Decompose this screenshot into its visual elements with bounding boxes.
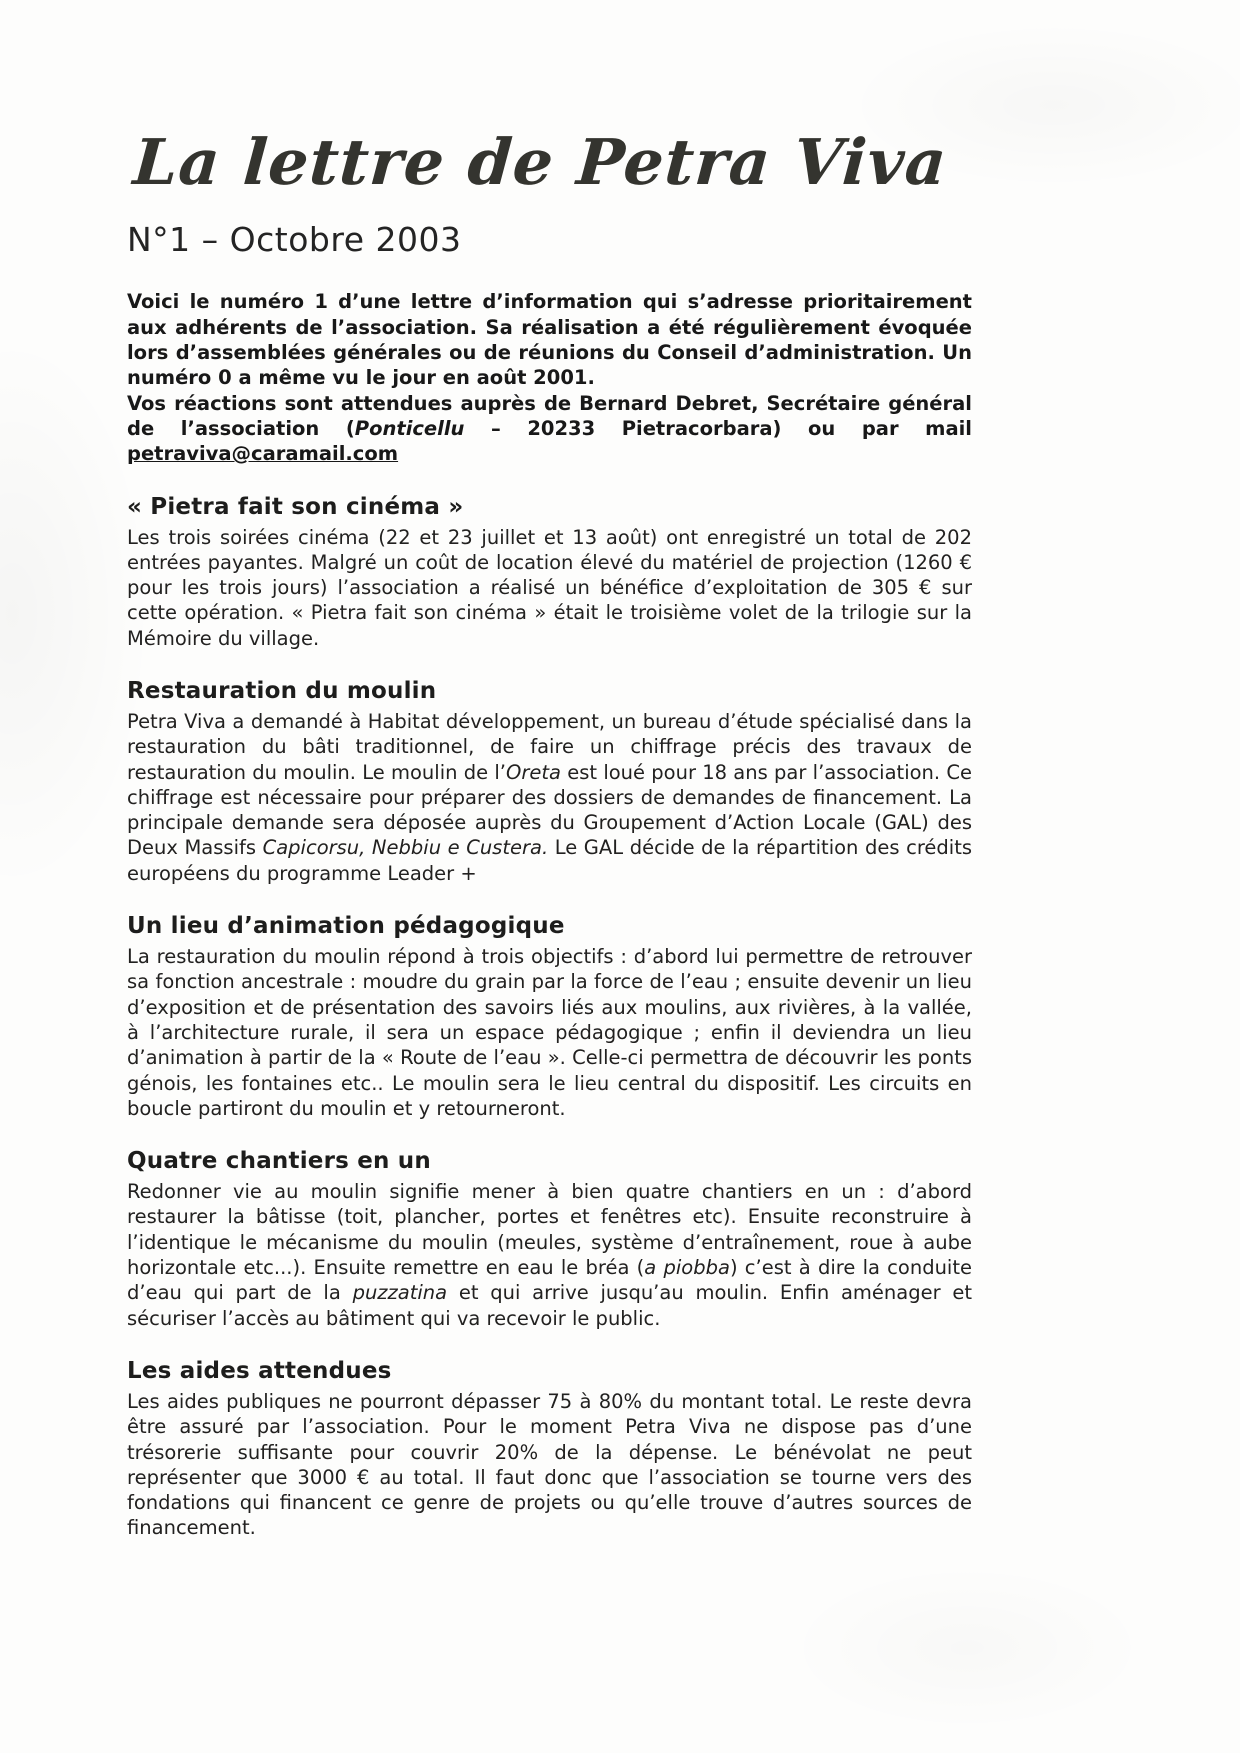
section-lieu-animation <box>127 913 972 1121</box>
text-run: Le GAL décide de la répartition des crédits européens du programme Leader + <box>127 836 972 885</box>
text-run: Redonner vie au moulin signifie mener à bien quatre chantiers en un : d’abord restaurer la bâtisse (toit, plancher, portes et fenêtres etc). Ensuite reconstruire à l’identique le mécanisme du moulin (meules, système d’entraînement, roue à aube horizontale etc...). Ensuite remettre en eau le bréa ( <box>127 1180 972 1280</box>
text-run: La restauration du moulin répond à trois objectifs : d’abord lui permettre de retrouver sa fonction ancestrale : moudre du grain par la force de l’eau ; ensuite devenir un lieu d’exposition et de présentation des savoirs liés aux moulins, aux rivières, à la vallée, à l’architecture rurale, il sera un espace pédagogique ; enfin il deviendra un lieu d’animation à partir de la « Route de l’eau ». Celle-ci permettra de découvrir les ponts génois, les fontaines etc.. Le moulin sera le lieu central du dispositif. Les circuits en boucle partiront du moulin et y retourneront. <box>127 945 972 1120</box>
section-heading: Quatre chantiers en un <box>127 1148 431 1175</box>
section-heading: Les aides attendues <box>127 1357 392 1384</box>
text-run: Capicorsu, Nebbiu e Custera. <box>262 836 549 860</box>
section-quatre-chantiers <box>127 1148 972 1331</box>
intro-paragraph-primary: Voici le numéro 1 d’une lettre d’information qui s’adresse prioritairement aux adhérents de l’association. Sa réalisation a été régulièrement évoquée lors d’assemblées générales ou de réunions du Conseil d’administration. Un numéro 0 a même vu le jour en août 2001. <box>127 290 972 390</box>
section-heading: Un lieu d’animation pédagogique <box>127 913 565 940</box>
text-run: Oreta <box>506 760 561 784</box>
section-restauration-moulin <box>127 678 972 886</box>
section-body <box>127 1389 972 1541</box>
text-run: Petra Viva a demandé à Habitat développement, un bureau d’étude spécialisé dans la restauration du bâti traditionnel, de faire un chiffrage précis des travaux de restauration du moulin. Le moulin de l’ <box>127 710 972 784</box>
section-heading: Restauration du moulin <box>127 678 437 704</box>
section-aides-attendues <box>127 1358 972 1541</box>
intro-paragraph-contact <box>127 391 972 467</box>
section-body <box>127 709 972 886</box>
content-column <box>127 289 972 1540</box>
text-run: – 20233 Pietracorbara) ou par mail <box>464 416 972 440</box>
section-body <box>127 1179 972 1331</box>
text-run: Vos réactions sont attendues auprès de Bernard Debret, Secrétaire général de l’association ( <box>127 391 972 440</box>
text-run: Les trois soirées cinéma (22 et 23 juillet et 13 août) ont enregistré un total de 202 entrées payantes. Malgré un coût de location élevé du matériel de projection (1260 € pour les trois jours) l’association a réalisé un bénéfice d’exploitation de 305 € sur cette opération. « Pietra fait son cinéma » était le troisième volet de la trilogie sur la Mémoire du village. <box>127 525 972 650</box>
email-address: petraviva@caramail.com <box>127 442 399 466</box>
newsletter-title: La lettre de Petra Viva <box>130 125 950 199</box>
intro-block <box>127 289 972 466</box>
text-run: et qui arrive jusqu’au moulin. Enfin aménager et sécuriser l’accès au bâtiment qui va recevoir le public. <box>127 1281 972 1330</box>
section-pietra-cinema <box>127 494 972 651</box>
section-body <box>127 525 972 651</box>
text-run: est loué pour 18 ans par l’association. Ce chiffrage est nécessaire pour préparer des dossiers de demandes de financement. La principale demande sera déposée auprès du Groupement d’Action Locale (GAL) des Deux Massifs <box>127 760 972 860</box>
text-run: Ponticellu <box>354 416 465 440</box>
text-run: a piobba <box>644 1256 730 1280</box>
text-run: ) c’est à dire la conduite d’eau qui part de la <box>127 1256 972 1305</box>
text-run: Les aides publiques ne pourront dépasser 75 à 80% du montant total. Le reste devra être assuré par l’association. Pour le moment Petra Viva ne dispose pas d’une trésorerie suffisante pour couvrir 20% de la dépense. Le bénévolat ne peut représenter que 3000 € au total. Il faut donc que l’association se tourne vers des fondations qui financent ce genre de projets ou qu’elle trouve d’autres sources de financement. <box>127 1389 972 1540</box>
section-body <box>127 944 972 1121</box>
section-heading: « Pietra fait son cinéma » <box>127 493 464 520</box>
text-run: puzzatina <box>352 1281 448 1305</box>
issue-line: N°1 – Octobre 2003 <box>127 220 462 260</box>
